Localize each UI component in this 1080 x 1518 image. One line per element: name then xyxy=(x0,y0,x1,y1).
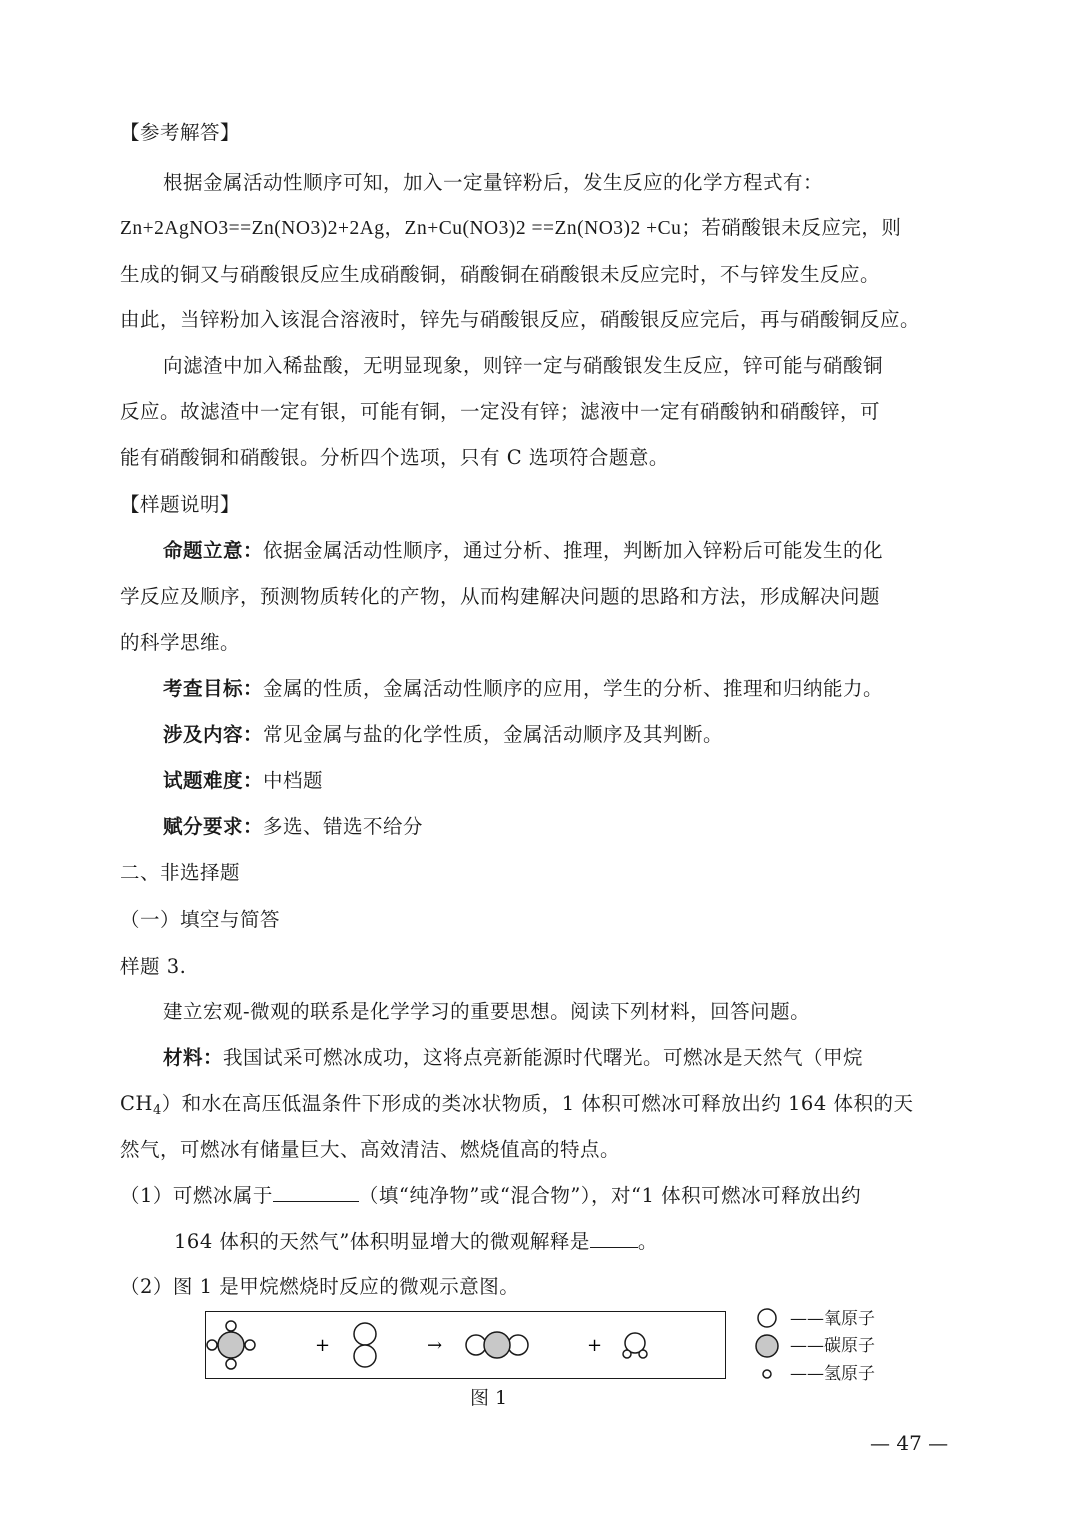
hydrogen-atom xyxy=(623,1350,631,1358)
material-line-2 xyxy=(120,1089,962,1126)
carbon-atom xyxy=(484,1332,510,1358)
question-2: （2）图 1 是甲烷燃烧时反应的微观示意图。 xyxy=(120,1275,520,1298)
desc-intent-line-3: 的科学思维。 xyxy=(120,631,241,654)
q1-blank-2[interactable] xyxy=(590,1227,638,1248)
hydrogen-atom xyxy=(639,1350,647,1358)
ref-paragraph-3: 生成的铜又与硝酸银反应生成硝酸铜，硝酸铜在硝酸银未反应完时，不与锌发生反应。 xyxy=(120,263,881,286)
oxygen-atom xyxy=(354,1323,376,1345)
legend-carbon-swatch xyxy=(756,1335,778,1357)
goal-label: 考查目标： xyxy=(163,677,264,700)
hydrogen-atom xyxy=(207,1340,217,1350)
desc-heading: 【样题说明】 xyxy=(120,493,241,516)
carbon-dioxide-molecule xyxy=(466,1332,528,1358)
hydrogen-atom xyxy=(226,1359,236,1369)
difficulty-label: 试题难度： xyxy=(163,769,264,792)
difficulty-text: 中档题 xyxy=(263,769,324,792)
ref-paragraph-6: 反应。故滤渣中一定有银，可能有铜，一定没有锌；滤液中一定有硝酸钠和硝酸锌，可 xyxy=(120,400,881,423)
sample-label: 样题 3. xyxy=(120,955,187,978)
q1-second: 164 体积的天然气”体积明显增大的微观解释是 xyxy=(174,1230,590,1253)
material-line-3: 然气，可燃冰有储量巨大、高效清洁、燃烧值高的特点。 xyxy=(120,1138,621,1161)
ref-paragraph-7: 能有硝酸铜和硝酸银。分析四个选项，只有 C 选项符合题意。 xyxy=(120,446,669,469)
section-subtitle: （一）填空与简答 xyxy=(120,908,281,931)
desc-intent-line-2: 学反应及顺序，预测物质转化的产物，从而构建解决问题的思路和方法，形成解决问题 xyxy=(120,585,881,608)
page-number: — 47 — xyxy=(870,1431,949,1455)
section-title: 二、非选择题 xyxy=(120,861,241,884)
desc-difficulty xyxy=(163,766,1005,796)
hydrogen-atom xyxy=(245,1340,255,1350)
methane-subscript: 4 xyxy=(152,1103,162,1118)
desc-content xyxy=(163,720,1005,750)
oxygen-atom xyxy=(508,1335,528,1355)
intent-text-1: 依据金属活动性顺序，通过分析、推理，判断加入锌粉后可能发生的化 xyxy=(263,539,884,562)
reaction-diagram xyxy=(205,1311,726,1379)
score-label: 赋分要求： xyxy=(163,815,264,838)
content-text: 常见金属与盐的化学性质，金属活动顺序及其判断。 xyxy=(263,723,724,746)
material-text-2: ）和水在高压低温条件下形成的类冰状物质，1 体积可燃冰可释放出约 164 体积的天 xyxy=(161,1092,914,1115)
question-1-line-1 xyxy=(120,1181,962,1211)
desc-score xyxy=(163,812,1005,842)
legend-hydrogen-swatch xyxy=(763,1370,771,1378)
oxygen-atom xyxy=(354,1345,376,1367)
legend-hydrogen-label: ——氢原子 xyxy=(790,1364,875,1384)
figure-caption: 图 1 xyxy=(470,1387,508,1409)
q1-prefix: （1）可燃冰属于 xyxy=(120,1184,273,1207)
reaction-arrow: → xyxy=(427,1335,443,1356)
ref-equation-line: Zn+2AgNO3==Zn(NO3)2+2Ag，Zn+Cu(NO3)2 ==Zn(NO3)2 +Cu；若硝酸银未反应完，则 xyxy=(120,218,902,239)
material-line-1 xyxy=(163,1043,1005,1073)
legend-oxygen-swatch xyxy=(758,1309,776,1327)
desc-intent-line-1 xyxy=(163,536,1005,566)
q1-end: 。 xyxy=(637,1230,658,1253)
ref-heading: 【参考解答】 xyxy=(120,121,241,144)
oxygen-atom xyxy=(466,1335,486,1355)
water-molecule xyxy=(623,1333,647,1358)
q1-middle: （填“纯净物”或“混合物”），对“1 体积可燃冰可释放出约 xyxy=(358,1184,862,1207)
legend-oxygen-label: ——氧原子 xyxy=(790,1309,875,1329)
plus-sign-2: + xyxy=(587,1335,603,1356)
desc-goal xyxy=(163,674,1005,704)
carbon-atom xyxy=(218,1332,244,1358)
legend-carbon-label: ——碳原子 xyxy=(790,1336,875,1356)
intent-label: 命题立意： xyxy=(163,539,264,562)
ref-paragraph-1: 根据金属活动性顺序可知，加入一定量锌粉后，发生反应的化学方程式有： xyxy=(163,171,824,194)
methane-formula: CH xyxy=(120,1092,153,1115)
goal-text: 金属的性质，金属活动性顺序的应用，学生的分析、推理和归纳能力。 xyxy=(263,677,884,700)
content-label: 涉及内容： xyxy=(163,723,264,746)
plus-sign-1: + xyxy=(315,1335,331,1356)
question-1-line-2 xyxy=(174,1227,1016,1257)
material-label: 材料： xyxy=(163,1046,224,1069)
oxygen-molecule xyxy=(354,1323,376,1367)
score-text: 多选、错选不给分 xyxy=(263,815,424,838)
q1-blank-1[interactable] xyxy=(273,1181,359,1202)
methane-molecule xyxy=(207,1321,255,1369)
question-intro: 建立宏观-微观的联系是化学学习的重要思想。阅读下列材料，回答问题。 xyxy=(163,1000,811,1023)
hydrogen-atom xyxy=(226,1321,236,1331)
material-text-1: 我国试采可燃冰成功，这将点亮新能源时代曙光。可燃冰是天然气（甲烷 xyxy=(223,1046,864,1069)
ref-paragraph-4: 由此，当锌粉加入该混合溶液时，锌先与硝酸银反应，硝酸银反应完后，再与硝酸铜反应。 xyxy=(120,308,921,331)
ref-paragraph-5: 向滤渣中加入稀盐酸，无明显现象，则锌一定与硝酸银发生反应，锌可能与硝酸铜 xyxy=(163,354,884,377)
